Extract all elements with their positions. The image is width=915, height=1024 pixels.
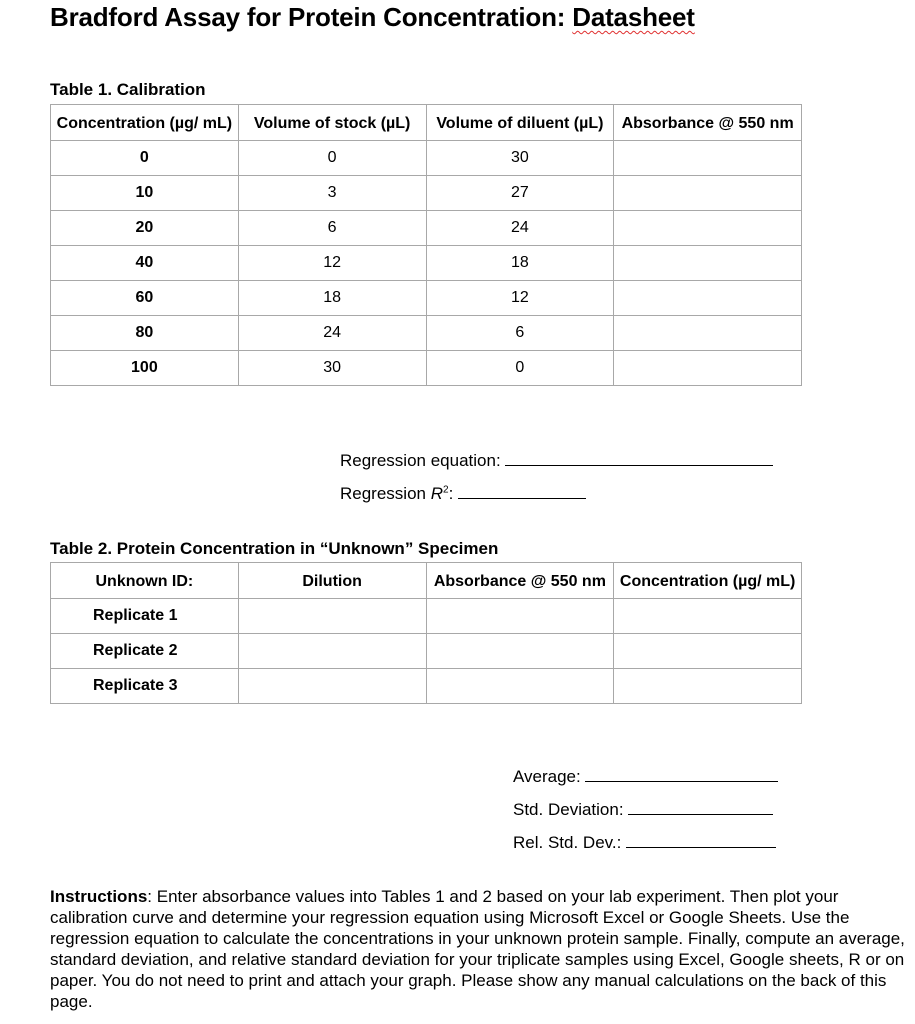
- blank-line[interactable]: [626, 833, 776, 848]
- data-cell: 0: [426, 351, 614, 386]
- header-cell: Absorbance @ 550 nm: [614, 105, 802, 141]
- instructions-text: : Enter absorbance values into Tables 1 and 2 based on your lab experiment. Then plot your calibration curve and determine your regression equation using Microsoft Excel or Google Sheets. Use the regression equation to calculate the concentrations in your unknown protein sample. Finally, compute an average, standard deviation, and relative standard deviation for your triplicate samples using Excel, Google sheets, R or on paper. You do not need to print and attach your graph. Please show any manual calculations on the back of this page.: [50, 887, 905, 1011]
- calibration-table: [50, 104, 802, 386]
- data-cell: 12: [426, 281, 614, 316]
- table-row: [51, 141, 802, 176]
- table-row: [51, 176, 802, 211]
- table1-caption: Table 1. Calibration: [50, 80, 206, 99]
- page-title: [50, 2, 695, 33]
- std-deviation-field[interactable]: [513, 800, 773, 820]
- row-label-cell: Replicate 1: [51, 599, 239, 634]
- data-cell[interactable]: [614, 281, 802, 316]
- data-cell[interactable]: [614, 599, 802, 634]
- data-cell: 18: [426, 246, 614, 281]
- data-cell[interactable]: [614, 246, 802, 281]
- header-cell: Concentration (µg/ mL): [614, 563, 802, 599]
- r2-colon: :: [448, 484, 454, 503]
- data-cell[interactable]: [614, 634, 802, 669]
- data-cell[interactable]: [426, 599, 614, 634]
- data-cell: 27: [426, 176, 614, 211]
- average-label: Average:: [513, 767, 581, 786]
- rsd-field[interactable]: [513, 833, 776, 853]
- data-cell: 18: [238, 281, 426, 316]
- title-text: Bradford Assay for Protein Concentration:: [50, 2, 573, 32]
- data-cell[interactable]: [238, 634, 426, 669]
- header-cell: Volume of stock (µL): [238, 105, 426, 141]
- row-label-cell: 40: [51, 246, 239, 281]
- regression-equation-field[interactable]: [340, 451, 773, 471]
- data-cell[interactable]: [614, 351, 802, 386]
- data-cell[interactable]: [614, 669, 802, 704]
- data-cell: 24: [426, 211, 614, 246]
- instructions-label: Instructions: [50, 887, 148, 906]
- std-deviation-label: Std. Deviation:: [513, 800, 624, 819]
- unknown-specimen-table: [50, 562, 802, 704]
- header-cell: Volume of diluent (µL): [426, 105, 614, 141]
- data-cell[interactable]: [614, 176, 802, 211]
- data-cell[interactable]: [426, 669, 614, 704]
- r2-superscript: 2: [443, 484, 449, 496]
- data-cell[interactable]: [614, 141, 802, 176]
- data-cell: 24: [238, 316, 426, 351]
- data-cell: 6: [238, 211, 426, 246]
- r2-symbol: R: [430, 484, 443, 503]
- header-cell: Dilution: [238, 563, 426, 599]
- blank-line[interactable]: [585, 767, 778, 782]
- data-cell: 0: [238, 141, 426, 176]
- row-label-cell: 100: [51, 351, 239, 386]
- average-field[interactable]: [513, 767, 778, 787]
- table2-caption: Table 2. Protein Concentration in “Unknown” Specimen: [50, 539, 499, 558]
- table-row: [51, 599, 802, 634]
- title-underlined-word: Datasheet: [572, 2, 695, 32]
- table-row: [51, 669, 802, 704]
- blank-line[interactable]: [628, 800, 773, 815]
- data-cell[interactable]: [238, 669, 426, 704]
- data-cell[interactable]: [238, 599, 426, 634]
- row-label-cell: 20: [51, 211, 239, 246]
- regression-equation-label: Regression equation:: [340, 451, 501, 470]
- data-cell[interactable]: [614, 316, 802, 351]
- row-label-cell: 60: [51, 281, 239, 316]
- r2-label: Regression: [340, 484, 431, 503]
- data-cell: 6: [426, 316, 614, 351]
- table-row: [51, 281, 802, 316]
- data-cell: 30: [238, 351, 426, 386]
- data-cell[interactable]: [614, 211, 802, 246]
- blank-line[interactable]: [505, 451, 773, 466]
- rsd-label: Rel. Std. Dev.:: [513, 833, 622, 852]
- blank-line[interactable]: [458, 484, 586, 499]
- header-cell: Concentration (µg/ mL): [51, 105, 239, 141]
- data-cell[interactable]: [426, 634, 614, 669]
- table-row: [51, 211, 802, 246]
- table-row: [51, 316, 802, 351]
- table-row: [51, 634, 802, 669]
- row-label-cell: Replicate 3: [51, 669, 239, 704]
- header-cell: Unknown ID:: [51, 563, 239, 599]
- row-label-cell: 10: [51, 176, 239, 211]
- data-cell: 30: [426, 141, 614, 176]
- row-label-cell: Replicate 2: [51, 634, 239, 669]
- instructions: [50, 886, 910, 1012]
- table-row: [51, 351, 802, 386]
- table-row: [51, 246, 802, 281]
- row-label-cell: 80: [51, 316, 239, 351]
- row-label-cell: 0: [51, 141, 239, 176]
- data-cell: 3: [238, 176, 426, 211]
- header-cell: Absorbance @ 550 nm: [426, 563, 614, 599]
- data-cell: 12: [238, 246, 426, 281]
- regression-r2-field[interactable]: [340, 484, 586, 504]
